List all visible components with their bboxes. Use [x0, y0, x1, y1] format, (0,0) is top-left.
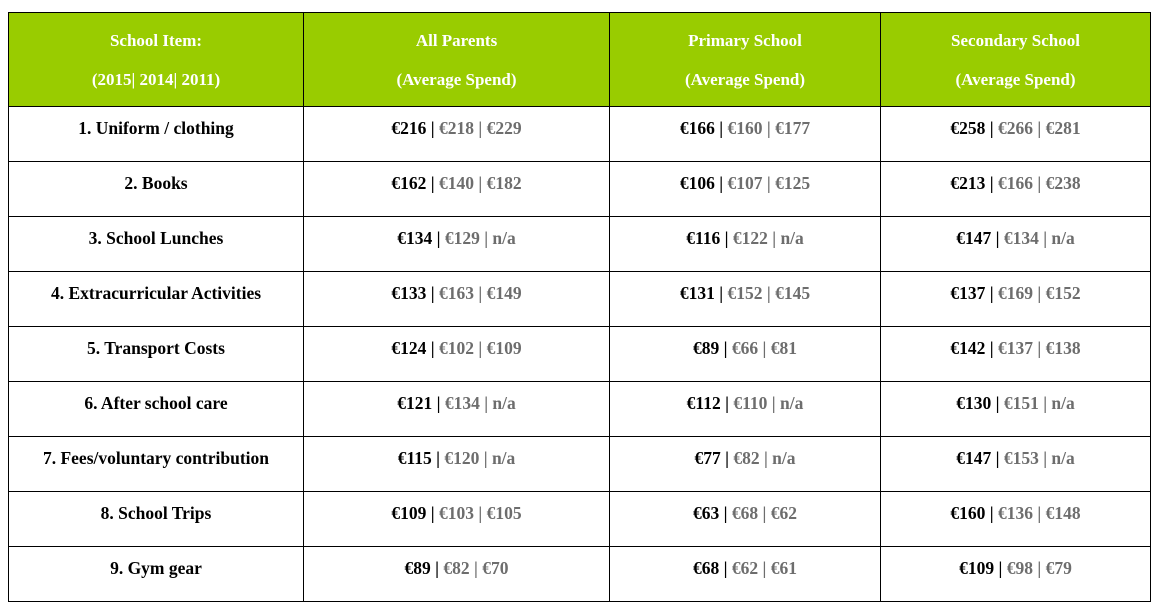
value-2015: €162	[391, 173, 427, 193]
value-2011: €62	[770, 503, 797, 523]
value-separator: |	[995, 228, 1000, 248]
value-separator: |	[484, 393, 489, 413]
header-label: All Parents	[415, 30, 498, 50]
value-2015: €89	[404, 558, 431, 578]
secondary-school-cell	[881, 107, 1151, 162]
school-item-label: 4. Extracurricular Activities	[50, 283, 262, 303]
value-2011: €281	[1045, 118, 1081, 138]
value-2014: €137	[998, 338, 1033, 358]
all-parents-cell	[304, 382, 610, 437]
value-separator: |	[725, 448, 729, 468]
value-2011: €109	[486, 338, 522, 358]
value-2011: n/a	[492, 228, 516, 248]
table-row-5	[9, 327, 1151, 382]
value-2014: €66	[731, 338, 759, 358]
value-2014: €82	[733, 448, 760, 468]
value-separator: |	[478, 283, 483, 303]
school-item-label: 8. School Trips	[100, 503, 212, 523]
value-2014: €107	[727, 173, 763, 193]
value-2015: €213	[950, 173, 986, 193]
secondary-values	[881, 547, 1150, 579]
primary-values	[610, 492, 880, 524]
value-2011: n/a	[1051, 448, 1075, 468]
all-values	[304, 217, 609, 249]
value-2011: n/a	[1051, 228, 1075, 248]
value-2015: €106	[679, 173, 715, 193]
school-item-cell	[9, 437, 304, 492]
table-row-7	[9, 437, 1151, 492]
value-separator: |	[766, 173, 771, 193]
value-2015: €160	[950, 503, 986, 523]
value-separator: |	[771, 393, 776, 413]
header-label: Secondary School	[951, 30, 1080, 50]
header-school-item	[9, 13, 304, 107]
secondary-values	[881, 382, 1150, 414]
value-separator: |	[762, 503, 767, 523]
value-2015: €131	[679, 283, 715, 303]
value-2011: €145	[775, 283, 811, 303]
value-2011: €138	[1045, 338, 1081, 358]
all-parents-cell	[304, 217, 610, 272]
value-2011: €182	[486, 173, 522, 193]
all-values	[304, 492, 609, 524]
value-2014: €136	[998, 503, 1033, 523]
value-2014: €98	[1006, 558, 1033, 578]
value-separator: |	[436, 448, 440, 468]
primary-values	[610, 217, 880, 249]
header-sublabel: (Average Spend)	[684, 69, 806, 89]
value-2014: €218	[439, 118, 474, 138]
value-2011: n/a	[779, 393, 804, 413]
value-separator: |	[723, 558, 728, 578]
value-separator: |	[719, 283, 724, 303]
value-2014: €169	[998, 283, 1033, 303]
primary-school-cell	[610, 217, 881, 272]
value-separator: |	[724, 228, 729, 248]
value-2011: n/a	[772, 448, 796, 468]
value-separator: |	[989, 503, 994, 523]
value-2011: €149	[486, 283, 522, 303]
value-separator: |	[474, 558, 478, 578]
school-item-cell	[9, 382, 304, 437]
secondary-school-cell	[881, 272, 1151, 327]
value-2011: n/a	[1051, 393, 1075, 413]
value-2015: €134	[397, 228, 433, 248]
value-separator: |	[1037, 558, 1042, 578]
value-2011: n/a	[780, 228, 804, 248]
value-2015: €130	[956, 393, 992, 413]
value-separator: |	[989, 173, 994, 193]
value-2014: €103	[439, 503, 474, 523]
value-2014: €68	[731, 503, 759, 523]
primary-school-cell	[610, 107, 881, 162]
header-all-parents	[304, 13, 610, 107]
all-values	[304, 382, 609, 414]
value-2015: €133	[391, 283, 427, 303]
value-separator: |	[430, 173, 435, 193]
value-separator: |	[1037, 338, 1042, 358]
value-2015: €121	[397, 393, 433, 413]
value-2011: €148	[1045, 503, 1081, 523]
value-2014: €160	[727, 118, 763, 138]
value-2015: €124	[391, 338, 427, 358]
secondary-school-cell	[881, 217, 1151, 272]
value-2015: €115	[397, 448, 432, 468]
value-separator: |	[763, 448, 768, 468]
value-separator: |	[436, 228, 441, 248]
school-item-cell	[9, 492, 304, 547]
value-separator: |	[998, 558, 1003, 578]
value-separator: |	[1043, 228, 1048, 248]
value-2014: €129	[444, 228, 480, 248]
secondary-school-cell	[881, 437, 1151, 492]
value-separator: |	[430, 338, 435, 358]
value-separator: |	[1043, 393, 1048, 413]
header-sublabel: (Average Spend)	[955, 69, 1076, 89]
value-2014: €134	[444, 393, 480, 413]
value-separator: |	[1037, 118, 1042, 138]
value-2015: €63	[693, 503, 720, 523]
primary-values	[610, 327, 880, 359]
value-2011: €229	[486, 118, 522, 138]
primary-school-cell	[610, 492, 881, 547]
value-separator: |	[723, 338, 728, 358]
primary-school-cell	[610, 272, 881, 327]
all-values	[304, 107, 609, 139]
value-separator: |	[719, 173, 724, 193]
secondary-school-cell	[881, 162, 1151, 217]
value-separator: |	[478, 118, 483, 138]
header-secondary-school	[881, 13, 1151, 107]
value-separator: |	[478, 338, 483, 358]
primary-school-cell	[610, 162, 881, 217]
primary-school-cell	[610, 382, 881, 437]
school-item-cell	[9, 107, 304, 162]
value-separator: |	[995, 448, 1000, 468]
header-label: Primary School	[688, 30, 802, 50]
table-row-9	[9, 547, 1151, 602]
value-separator: |	[436, 393, 441, 413]
value-separator: |	[478, 503, 483, 523]
value-separator: |	[772, 228, 777, 248]
value-separator: |	[723, 503, 728, 523]
value-2015: €147	[956, 448, 992, 468]
all-values	[304, 437, 609, 469]
value-2015: €166	[679, 118, 715, 138]
value-2014: €163	[439, 283, 474, 303]
school-item-cell	[9, 217, 304, 272]
all-parents-cell	[304, 492, 610, 547]
school-item-cell	[9, 547, 304, 602]
primary-values	[610, 382, 880, 414]
value-2011: €105	[486, 503, 522, 523]
value-separator: |	[725, 393, 729, 413]
value-separator: |	[995, 393, 1000, 413]
header-sublabel: (Average Spend)	[396, 69, 517, 89]
value-separator: |	[484, 228, 489, 248]
value-2014: €82	[443, 558, 470, 578]
school-item-cell	[9, 162, 304, 217]
school-item-label: 3. School Lunches	[88, 228, 224, 248]
value-separator: |	[989, 118, 994, 138]
header-sublabel: (2015| 2014| 2011)	[91, 69, 221, 89]
value-2015: €109	[959, 558, 995, 578]
value-separator: |	[766, 283, 771, 303]
value-2011: €61	[770, 558, 797, 578]
primary-values	[610, 162, 880, 194]
value-2014: €266	[998, 118, 1033, 138]
school-item-label: 9. Gym gear	[110, 558, 202, 578]
all-parents-cell	[304, 547, 610, 602]
value-2014: €134	[1003, 228, 1039, 248]
value-separator: |	[1037, 503, 1042, 523]
value-separator: |	[478, 173, 483, 193]
primary-values	[610, 272, 880, 304]
value-2014: €122	[732, 228, 768, 248]
all-parents-cell	[304, 162, 610, 217]
value-separator: |	[435, 558, 439, 578]
value-separator: |	[1037, 283, 1042, 303]
secondary-values	[881, 162, 1150, 194]
school-item-cell	[9, 327, 304, 382]
value-2014: €120	[444, 448, 480, 468]
all-values	[304, 547, 609, 579]
primary-values	[610, 437, 880, 469]
secondary-school-cell	[881, 547, 1151, 602]
all-parents-cell	[304, 437, 610, 492]
value-2014: €62	[731, 558, 759, 578]
value-separator: |	[430, 283, 435, 303]
table-body	[9, 107, 1151, 602]
table-row-3	[9, 217, 1151, 272]
school-item-label: 2. Books	[124, 173, 188, 193]
value-2011: €81	[770, 338, 797, 358]
primary-values	[610, 547, 880, 579]
school-item-label: 6. After school care	[84, 393, 228, 413]
value-2011: €177	[775, 118, 811, 138]
school-item-label: 1. Uniform / clothing	[78, 118, 234, 138]
all-values	[304, 327, 609, 359]
value-2015: €137	[950, 283, 986, 303]
school-item-label: 5. Transport Costs	[87, 338, 225, 358]
value-2015: €89	[693, 338, 720, 358]
value-2014: €153	[1003, 448, 1039, 468]
school-item-label: 7. Fees/voluntary contribution	[42, 448, 270, 468]
value-separator: |	[762, 338, 767, 358]
value-2015: €147	[956, 228, 992, 248]
value-2011: €125	[775, 173, 811, 193]
value-separator: |	[1043, 448, 1048, 468]
table-row-6	[9, 382, 1151, 437]
table-row-4	[9, 272, 1151, 327]
value-2014: €166	[998, 173, 1033, 193]
school-item-cell	[9, 272, 304, 327]
value-2014: €110	[733, 393, 768, 413]
value-2015: €77	[694, 448, 721, 468]
value-separator: |	[483, 448, 488, 468]
secondary-values	[881, 272, 1150, 304]
secondary-values	[881, 492, 1150, 524]
all-parents-cell	[304, 327, 610, 382]
primary-values	[610, 107, 880, 139]
value-separator: |	[430, 118, 435, 138]
value-separator: |	[719, 118, 724, 138]
value-separator: |	[766, 118, 771, 138]
all-values	[304, 272, 609, 304]
value-2011: €70	[482, 558, 509, 578]
primary-school-cell	[610, 327, 881, 382]
value-2015: €142	[950, 338, 986, 358]
secondary-values	[881, 107, 1150, 139]
primary-school-cell	[610, 437, 881, 492]
value-2015: €216	[391, 118, 427, 138]
secondary-values	[881, 327, 1150, 359]
school-spend-table	[8, 12, 1151, 602]
value-separator: |	[989, 283, 994, 303]
value-2015: €116	[686, 228, 721, 248]
table-row-8	[9, 492, 1151, 547]
value-2015: €112	[686, 393, 721, 413]
secondary-school-cell	[881, 327, 1151, 382]
value-2011: n/a	[491, 448, 516, 468]
value-2014: €102	[439, 338, 474, 358]
header-label: School Item:	[109, 30, 203, 50]
header-primary-school	[610, 13, 881, 107]
table-row-1	[9, 107, 1151, 162]
value-2015: €68	[693, 558, 720, 578]
all-parents-cell	[304, 107, 610, 162]
value-separator: |	[430, 503, 435, 523]
value-separator: |	[989, 338, 994, 358]
all-parents-cell	[304, 272, 610, 327]
value-separator: |	[762, 558, 767, 578]
table-header	[9, 13, 1151, 107]
value-2015: €258	[950, 118, 986, 138]
all-values	[304, 162, 609, 194]
value-separator: |	[1037, 173, 1042, 193]
value-2014: €151	[1003, 393, 1039, 413]
primary-school-cell	[610, 547, 881, 602]
value-2011: €79	[1045, 558, 1072, 578]
value-2011: €238	[1045, 173, 1081, 193]
value-2011: n/a	[492, 393, 516, 413]
value-2014: €140	[439, 173, 474, 193]
value-2014: €152	[727, 283, 763, 303]
secondary-values	[881, 437, 1150, 469]
value-2015: €109	[391, 503, 427, 523]
secondary-school-cell	[881, 492, 1151, 547]
header-row	[9, 13, 1151, 107]
secondary-values	[881, 217, 1150, 249]
value-2011: €152	[1045, 283, 1081, 303]
secondary-school-cell	[881, 382, 1151, 437]
table-row-2	[9, 162, 1151, 217]
